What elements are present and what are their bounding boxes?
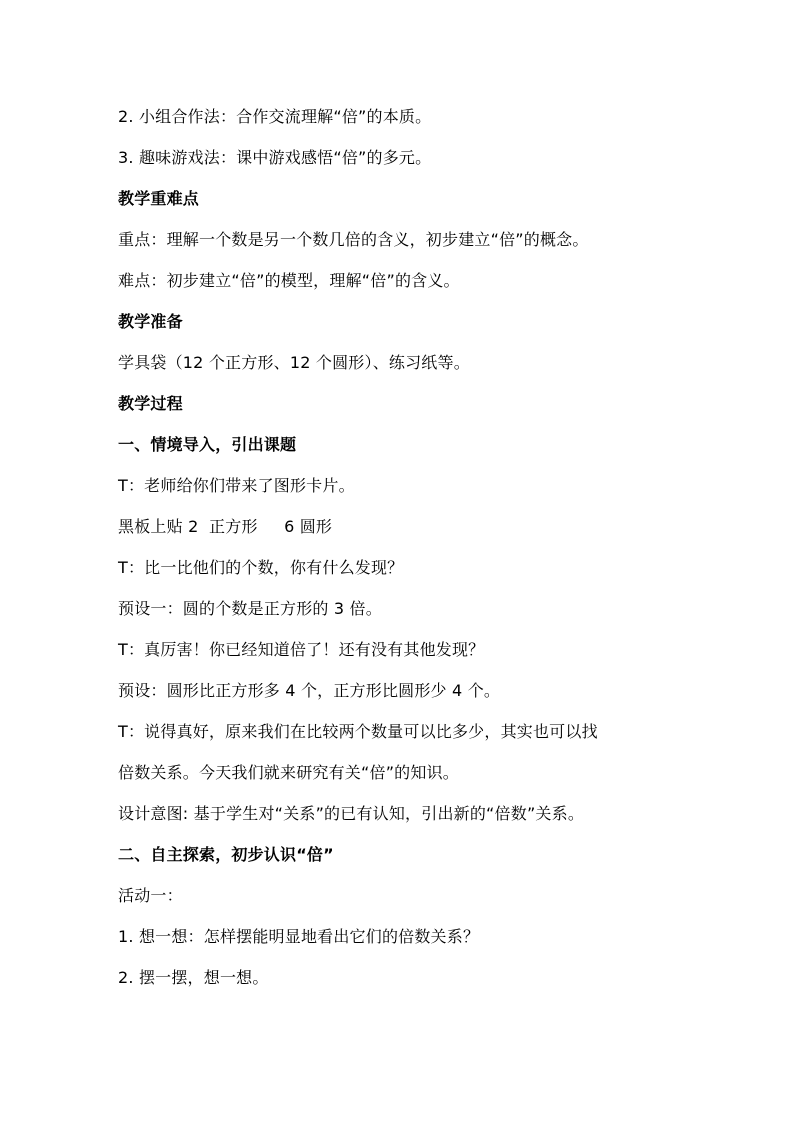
- teacher-line-1: T：老师给你们带来了图形卡片。: [118, 476, 355, 495]
- method-item-3: 3. 趣味游戏法：课中游戏感悟“倍”的多元。: [118, 148, 432, 167]
- method-item-2: 2. 小组合作法：合作交流理解“倍”的本质。: [118, 107, 432, 126]
- activity-1-label: 活动一：: [118, 886, 183, 905]
- subsection-heading-explore: 二、自主探索，初步认识“倍”: [118, 845, 334, 864]
- document-page: [118, 96, 708, 998]
- teacher-line-4-continued: 倍数关系。今天我们就来研究有关“倍”的知识。: [118, 763, 459, 782]
- preset-line-1: 预设一：圆的个数是正方形的 3 倍。: [118, 599, 382, 618]
- subsection-heading-intro: 一、情境导入，引出课题: [118, 435, 297, 454]
- section-heading-process: 教学过程: [118, 394, 183, 413]
- activity-step-2: 2. 摆一摆，想一想。: [118, 968, 269, 987]
- key-point-text: 重点：理解一个数是另一个数几倍的含义，初步建立“倍”的概念。: [118, 230, 589, 249]
- teacher-line-2: T：比一比他们的个数，你有什么发现？: [118, 558, 404, 577]
- blackboard-line: 黑板上贴 2 正方形 6 圆形: [118, 517, 333, 536]
- teacher-line-3: T：真厉害！你已经知道倍了！还有没有其他发现？: [118, 640, 485, 659]
- difficulty-text: 难点：初步建立“倍”的模型，理解“倍”的含义。: [118, 271, 460, 290]
- preset-line-2: 预设：圆形比正方形多 4 个，正方形比圆形少 4 个。: [118, 681, 501, 700]
- section-heading-preparation: 教学准备: [118, 312, 183, 331]
- teacher-line-4: T：说得真好，原来我们在比较两个数量可以比多少，其实也可以找: [118, 722, 598, 741]
- section-heading-key-points: 教学重难点: [118, 189, 200, 208]
- preparation-text: 学具袋（12 个正方形、12 个圆形）、练习纸等。: [118, 353, 470, 372]
- activity-step-1: 1. 想一想：怎样摆能明显地看出它们的倍数关系？: [118, 927, 480, 946]
- design-intent: 设计意图: 基于学生对“关系”的已有认知，引出新的“倍数”关系。: [118, 804, 585, 823]
